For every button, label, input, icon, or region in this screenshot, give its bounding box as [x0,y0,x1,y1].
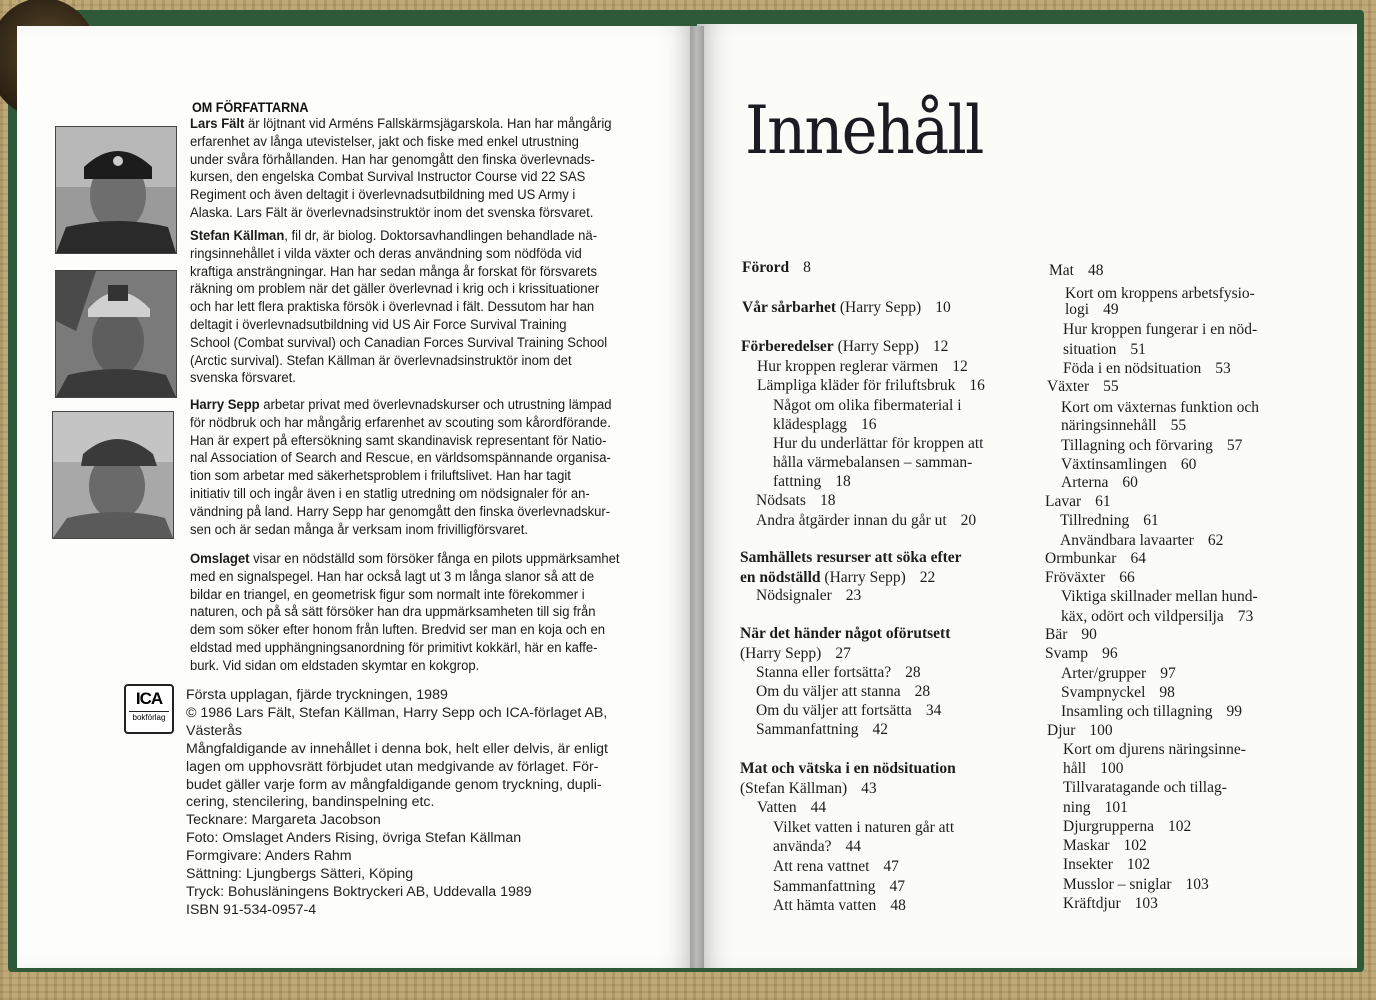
toc-page-number: 103 [1134,895,1158,912]
toc-entry [1061,607,1253,626]
bio-line: för nödbruk och har mångårig erfarenhet av scouting som kårordförande. [190,414,611,431]
bio-line: är löjtnant vid Arméns Fallskärmsjägarskola. Han har mångårig [248,116,612,132]
toc-entry-title: Mat [1049,262,1074,279]
toc-page-number: 51 [1130,341,1146,358]
toc-entry-title: Förord [742,259,790,276]
imprint-line: budet gäller varje form av mångfaldigande genom tryckning, dupli- [186,776,602,793]
toc-entry [757,357,968,376]
toc-page-number: 60 [1180,456,1197,473]
toc-entry [1061,702,1242,721]
toc-page-number: 34 [925,702,942,719]
toc-entry [1061,664,1176,683]
toc-entry-title: Hur kroppen reglerar värmen [757,358,939,375]
bio-line: under svåra förhållanden. Han har genomgått den finska överlevnads- [190,151,595,168]
toc-entry [756,586,861,605]
toc-entry-title: Djurgrupperna [1063,818,1154,835]
toc-entry [756,511,976,530]
toc-entry-title: Ormbunkar [1045,550,1117,567]
author-bio-stefan-kallman [190,228,613,388]
toc-entry-title: en nödställd [740,569,821,586]
toc-page-number: 8 [803,259,811,276]
toc-entry [756,491,835,510]
toc-entry-title: Att hämta vatten [773,897,877,914]
author-name: Stefan Källman [190,228,285,244]
toc-page-number: 99 [1226,703,1243,720]
author-name: Lars Fält [190,116,245,132]
toc-entry [1045,492,1111,511]
toc-entry-title: Lämpliga kläder för friluftsbruk [757,377,956,394]
bio-line: Han är expert på eftersökning samt skandinavisk representant för Natio- [190,432,607,449]
toc-entry-title: Sammanfattning [773,878,876,895]
toc-entry-title: (Harry Sepp) [740,645,822,662]
toc-entry-title: Vilket vatten i naturen går att [773,819,955,836]
toc-entry [1063,340,1146,359]
bio-line: räkning om problem när det gäller överlevnad i krig och i krissituationer [190,281,600,298]
toc-page-number: 23 [845,587,862,604]
toc-entry [740,779,877,798]
toc-page-number: 57 [1226,437,1243,454]
toc-entry [1063,740,1246,759]
toc-entry-title: Fröväxter [1045,569,1106,586]
toc-entry [1063,359,1231,378]
toc-page-number: 96 [1102,645,1118,662]
toc-entry-title: Arterna [1061,474,1109,491]
toc-entry [773,877,905,896]
toc-entry [1060,531,1223,550]
toc-entry-title: Kort om växternas funktion och [1061,399,1260,416]
toc-entry-title: Växter [1047,378,1090,395]
bio-line: School (Combat survival) och Canadian Forces Survival Training School [190,334,608,351]
toc-entry [773,818,954,837]
toc-entry [741,337,948,356]
toc-page-number: 97 [1160,665,1176,682]
toc-entry-title: Andra åtgärder innan du går ut [756,512,947,529]
toc-entry [773,415,877,434]
imprint-line: Västerås [186,722,242,739]
toc-page-number: 98 [1159,684,1175,701]
toc-entry-title: Tillredning [1060,512,1130,529]
author-name: Harry Sepp [190,397,260,413]
toc-entry-title: ning [1063,799,1091,816]
toc-entry-title: Tillagning och förvaring [1061,437,1213,454]
toc-entry [742,298,951,317]
toc-page-number: 44 [845,838,862,855]
toc-entry [1063,759,1124,778]
toc-entry-title: Lavar [1045,493,1082,510]
toc-page-number: 66 [1119,569,1135,586]
toc-entry [1063,836,1147,855]
bio-line: vändning på land. Harry Sepp har genomgått den finska överlevnadskur- [190,503,611,520]
toc-entry [1063,798,1128,817]
toc-entry-title: Kräftdjur [1063,895,1121,912]
toc-entry [1045,625,1097,644]
toc-entry-title: håll [1063,760,1087,777]
toc-page-number: 48 [890,897,906,914]
toc-entry-title: Föda i en nödsituation [1063,360,1202,377]
bio-line: kraftiga ansträngningar. Han har sedan många år forskat för försvarets [190,263,598,280]
toc-entry [740,548,962,567]
toc-page-number: 101 [1104,799,1128,816]
toc-entry-author: (Harry Sepp) [820,569,906,586]
toc-entry-title: Djur [1047,722,1076,739]
toc-entry-title: Stanna eller fortsätta? [756,664,892,681]
toc-entry [773,396,962,415]
bio-line: svenska försvaret. [190,370,296,387]
toc-entry [773,896,906,915]
toc-entry-title: Sammanfattning [756,721,859,738]
toc-page-number: 16 [861,416,877,433]
bio-line: initiativ till och ingår även i en statlig utredning om nödsignaler för an- [190,485,590,502]
toc-entry-author: (Harry Sepp) [833,338,919,355]
toc-page-number: 18 [819,492,836,509]
toc-entry-title: Kort om djurens näringsinne- [1063,741,1246,758]
bio-line: och har lett flera praktiska försök i överlevnad i fält. Dessutom har han [190,299,595,316]
toc-entry [756,663,921,682]
toc-page-number: 28 [905,664,921,681]
toc-page-number: 62 [1207,532,1224,549]
toc-entry [1045,549,1146,568]
imprint-line: Tryck: Bohusläningens Boktryckeri AB, Uddevalla 1989 [186,883,532,900]
toc-page-number: 47 [889,878,905,895]
toc-entry [757,376,985,395]
toc-entry [1061,398,1259,417]
imprint-line: ISBN 91-534-0957-4 [186,901,317,918]
toc-entry-title: Mat och vätska i en nödsituation [740,760,956,777]
toc-entry [740,759,956,778]
bio-line: bildar en triangel, en geometrisk figur som normalt inte förekommer i [190,586,585,603]
imprint-block [186,687,656,920]
toc-entry [773,434,983,453]
imprint-line: lagen om upphovsrätt förbjudet utan medgivande av förlaget. För- [186,758,599,775]
toc-entry [1063,320,1257,339]
toc-page-number: 10 [935,299,951,316]
authors-heading: OM FÖRFATTARNA [192,99,309,115]
toc-entry [756,720,888,739]
toc-entry [1063,817,1191,836]
toc-entry [1061,473,1138,492]
imprint-line: Tecknare: Margareta Jacobson [186,812,381,829]
bio-line: sen och är sedan många år verksam inom frivilligförsvaret. [190,521,529,538]
bio-line: arbetar privat med överlevnadskurser och utrustning lämpad [263,397,612,413]
author-bio-harry-sepp [190,397,613,539]
toc-entry-title: Svampnyckel [1061,684,1146,701]
toc-page-number: 102 [1123,837,1147,854]
toc-page-number: 16 [969,377,985,394]
toc-entry [1047,377,1119,396]
toc-entry [740,568,935,587]
author-bio-lars-falt [190,116,613,223]
toc-entry-title: Att rena vattnet [773,858,870,875]
bio-line: (Arctic survival). Stefan Källman är överlevnadsinstruktör inom det [190,352,572,369]
toc-page-number: 55 [1170,417,1187,434]
toc-page-number: 100 [1089,722,1113,739]
toc-page-number: 43 [861,780,877,797]
toc-page-number: 28 [914,683,931,700]
cover-label: Omslaget [190,551,250,567]
toc-entry-title: Förberedelser [741,338,834,355]
toc-page-number: 27 [835,645,851,662]
toc-page-number: 53 [1215,360,1231,377]
toc-entry-title: Vår sårbarhet [742,299,836,316]
bio-line: erfarenhet av långa utevistelser, jakt och fiske med enkel utrustning [190,133,579,150]
imprint-line: Mångfaldigande av innehållet i denna bok, helt eller delvis, är enligt [186,740,608,757]
toc-entry-title: Något om olika fibermaterial i [773,397,962,414]
toc-entry [756,701,941,720]
toc-entry-title: Svamp [1045,645,1089,662]
bio-line: tion som arbetar med säkerhetsproblem i friluftslivet. Han har tagit [190,468,571,485]
toc-entry [773,857,899,876]
toc-entry-title: Arter/grupper [1061,665,1147,682]
toc-page-number: 103 [1185,876,1209,893]
toc-entry-title: hålla värmebalansen – samman- [773,454,973,471]
toc-page-number: 22 [919,569,936,586]
toc-page-number: 73 [1237,608,1254,625]
toc-page-number: 61 [1095,493,1111,510]
toc-entry-author: (Harry Sepp) [836,299,922,316]
toc-entry [1061,587,1258,606]
toc-entry-title: klädesplagg [773,416,848,433]
toc-page-number: 47 [883,858,899,875]
imprint-line: Sättning: Ljungbergs Sätteri, Köping [186,866,414,883]
imprint-line: Foto: Omslaget Anders Rising, övriga Stefan Källman [186,830,522,847]
bio-line: naturen, och på så sätt försöker han dra uppmärksamheten till sig från [190,604,596,621]
bio-line: visar en nödställd som försöker fånga en pilots uppmärksamhet [253,551,620,567]
toc-entry-title: (Stefan Källman) [740,780,848,797]
toc-entry-title: Nödsignaler [756,587,832,604]
toc-page-number: 44 [810,799,827,816]
toc-entry-title: Tillvaratagande och tillag- [1063,779,1227,796]
toc-entry [773,453,972,472]
toc-page-number: 42 [872,721,888,738]
toc-entry-title: Insekter [1063,856,1113,873]
toc-page-number: 100 [1100,760,1124,777]
toc-page-number: 102 [1167,818,1192,835]
author-photo-lars-falt [55,126,177,254]
toc-entry [1061,436,1242,455]
toc-entry-title: Samhällets resurser att söka efter [740,549,962,566]
toc-entry [773,472,851,491]
toc-entry [757,798,826,817]
bio-line: , fil dr, är biolog. Doktorsavhandlingen behandlade nä- [284,228,598,244]
toc-entry [742,258,811,277]
toc-page-number: 49 [1103,301,1119,318]
toc-page-number: 102 [1126,856,1151,873]
toc-page-number: 90 [1081,626,1097,643]
bio-line: nal Association of Search and Rescue, en världsomspännande organisa- [190,450,611,467]
page-title: Innehåll [745,92,983,169]
toc-entry-title: Användbara lavaarter [1060,532,1194,549]
toc-entry [1063,778,1227,797]
toc-entry-title: Om du väljer att stanna [756,683,901,700]
bio-line: kursen, den engelska Combat Survival Instructor Course vid 22 SAS [190,169,586,186]
toc-entry [1063,855,1150,874]
toc-entry [740,624,950,643]
toc-entry-title: Maskar [1063,837,1110,854]
toc-entry-title: Om du väljer att fortsätta [756,702,912,719]
toc-entry-title: Vatten [757,799,797,816]
logo-text: ICA [135,689,163,708]
toc-page-number: 55 [1103,378,1119,395]
toc-entry-title: När det händer något oförutsett [740,625,951,642]
toc-entry [1060,511,1159,530]
bio-line: eldstad med upphängningsanordning för primitivt kokkärl, här en kaffe- [190,639,598,656]
toc-page-number: 20 [960,512,977,529]
toc-page-number: 12 [932,338,949,355]
bio-line: deltagit i överlevnadsutbildning vid US Air Force Survival Training [190,316,567,333]
author-photo-harry-sepp [52,411,174,539]
toc-entry-title: Nödsats [756,492,806,509]
toc-entry [1047,721,1113,740]
toc-page-number: 64 [1130,550,1146,567]
toc-entry [756,682,930,701]
toc-entry [1061,683,1175,702]
toc-page-number: 12 [952,358,968,375]
toc-entry-title: fattning [773,473,822,490]
toc-entry-title: Musslor – sniglar [1063,876,1172,893]
bio-line: Alaska. Lars Fält är överlevnadsinstruktör inom det svenska försvaret. [190,204,594,221]
toc-page-number: 60 [1122,474,1138,491]
cover-description [190,551,620,676]
toc-page-number: 48 [1087,262,1104,279]
imprint-line: cering, stencilering, bandinspelning etc. [186,794,435,811]
bio-line: dem som söker efter honom från luften. Bredvid ser man en koja och en [190,622,605,639]
book-gutter [690,26,704,968]
toc-entry-title: Hur kroppen fungerar i en nöd- [1063,321,1258,338]
toc-entry-title: näringsinnehåll [1061,417,1157,434]
toc-entry-title: Växtinsamlingen [1061,456,1167,473]
toc-entry [1061,455,1196,474]
toc-entry-title: situation [1063,341,1117,358]
imprint-line: Formgivare: Anders Rahm [186,848,352,865]
toc-entry-title: logi [1065,301,1090,318]
bio-line: Regiment och även deltagit i överlevnadsutbildning med US Army i [190,187,576,204]
bio-line: med en signalspegel. Han har också lagt ut 3 m långa slanor så att de [190,568,595,585]
bio-line: burk. Vid sidan om eldstaden skymtar en kokgrop. [190,657,480,674]
toc-entry [1045,644,1118,663]
toc-entry [740,644,851,663]
toc-entry [1063,894,1158,913]
toc-entry [1049,261,1103,280]
toc-entry-title: Kort om kroppens arbetsfysio- [1065,285,1255,302]
imprint-line: Första upplagan, fjärde tryckningen, 1989 [186,687,448,703]
toc-entry-title: Viktiga skillnader mellan hund- [1061,588,1258,605]
logo-subtext: bokförlag [129,711,169,722]
toc-entry [1045,568,1135,587]
toc-entry-title: använda? [773,838,832,855]
toc-page-number: 61 [1143,512,1159,529]
toc-entry-title: Hur du underlättar för kroppen att [773,435,984,452]
author-photo-stefan-kallman [55,270,177,398]
toc-entry [1063,875,1209,894]
toc-entry [1065,300,1119,319]
publisher-logo [124,684,174,734]
toc-page-number: 18 [835,473,851,490]
toc-entry-title: käx, odört och vildpersilja [1061,608,1224,625]
toc-entry [773,837,861,856]
imprint-line: © 1986 Lars Fält, Stefan Källman, Harry Sepp och ICA-förlaget AB, [186,704,608,721]
toc-entry-title: Bär [1045,626,1068,643]
bio-line: ringsinnehållet i vilda växter och deras användning som nödföda vid [190,245,582,262]
toc-entry-title: Insamling och tillagning [1061,703,1213,720]
toc-entry [1061,416,1186,435]
